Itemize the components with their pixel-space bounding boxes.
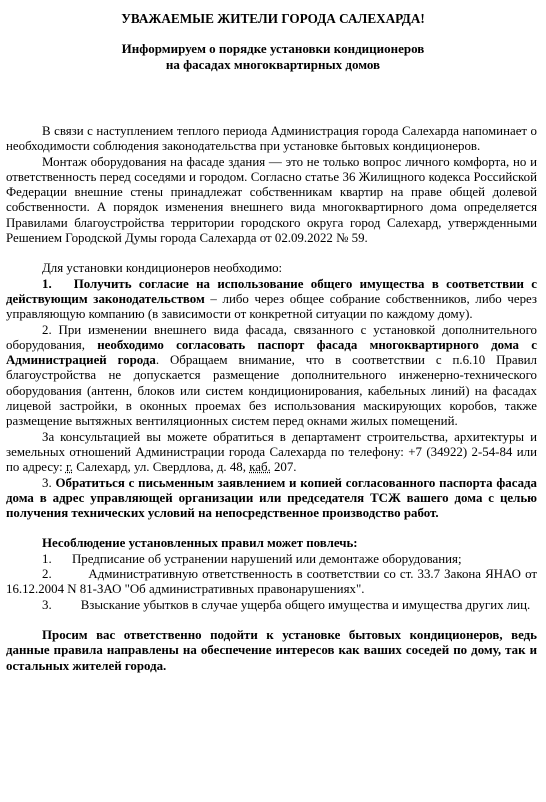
requirements-lead: Для установки кондиционеров необходимо:: [42, 261, 283, 276]
consultation-end: 207.: [270, 460, 297, 475]
consequence-number: 3.: [42, 597, 52, 612]
notice-title: УВАЖАЕМЫЕ ЖИТЕЛИ ГОРОДА САЛЕХАРДА!: [121, 11, 425, 26]
subtitle-line-1: Информируем о порядке установки кондиционеров: [121, 41, 425, 56]
consultation-cab-abbr: каб.: [249, 460, 271, 475]
requirement-3-bold: Обратиться с письменным заявлением и копией согласованного паспорта фасада дома в адрес управляющей организации или председателя ТСЖ вашего дома с целью получения технических условий на непосредственное производство работ.: [6, 475, 537, 521]
notice-body: [6, 124, 537, 674]
closing-paragraph: Просим вас ответственно подойти к установке бытовых кондиционеров, ведь данные правила направлены на обеспечение интересов как ваших соседей по дому, так и остальных жителей города.: [6, 627, 537, 673]
consultation-address: Салехард, ул. Свердлова, д. 48,: [73, 460, 250, 475]
subtitle-line-2: на фасадах многоквартирных домов: [165, 57, 381, 72]
consultation-city-abbr: г.: [65, 460, 74, 475]
requirement-2-rest: . Обращаем внимание, что в соответствии с п.6.10 Правил благоустройства не допускается размещение дополнительного инженерно-технического оборудования (антенн, блоков или систем кондиционирования, кабельных линий) на фасадах лицевой застройки, в оконных проемах без использования маскирующих коробов, также размещение вытяжных вентиляционных систем перед окнами жилых помещений.: [6, 353, 537, 429]
requirement-3-number: 3.: [42, 475, 52, 490]
consequence-text: Административную ответственность в соответствии со ст. 33.7 Закона ЯНАО от 16.12.2004 N 81-ЗАО "Об административных правонарушениях".: [6, 567, 537, 597]
consequence-item: [6, 552, 537, 567]
requirement-1-bold: Получить согласие на использование общего имущества в соответствии с действующим законодательством: [6, 276, 537, 306]
consequences-lead: [6, 536, 537, 551]
consequence-number: 2.: [42, 567, 52, 582]
requirement-1-rest: – либо через общее собрание собственников, либо через управляющую компанию (в зависимости от конкретной ситуации по каждому дому).: [6, 291, 538, 322]
intro-paragraph-1: В связи с наступлением теплого периода Администрация города Салехарда напоминает о необходимости соблюдения законодательства при установке бытовых кондиционеров.: [6, 124, 537, 154]
consultation-start: За консультацией вы можете обратиться в департамент строительства, архитектуры и земельных отношений Администрации города Салехарда по телефону: +7 (34922) 2-54-84 или по адресу:: [6, 429, 537, 475]
requirement-item-3: [6, 476, 537, 522]
requirement-item-1: [6, 277, 537, 323]
consequence-item: [6, 598, 537, 613]
requirement-2-bold: необходимо согласовать паспорт фасада многоквартирного дома с Администрацией города: [6, 337, 537, 368]
consequence-number: 1.: [42, 551, 52, 566]
consultation-paragraph: [6, 430, 537, 476]
consequences-lead-text: Несоблюдение установленных правил может повлечь:: [42, 536, 358, 551]
requirement-1-number: 1.: [42, 276, 52, 291]
consequence-text: Взыскание убытков в случае ущерба общего имущества и имущества других лиц.: [80, 597, 531, 612]
consequence-text: Предписание об устранении нарушений или демонтаже оборудования;: [72, 551, 462, 566]
consequence-item: [6, 567, 537, 598]
notice-subtitle: [0, 41, 546, 73]
requirement-2-start: 2. При изменении внешнего вида фасада, связанного с установкой дополнительного оборудования,: [6, 322, 537, 352]
intro-paragraph-2: Монтаж оборудования на фасаде здания — это не только вопрос личного комфорта, но и ответственность перед соседями и городом. Согласно статье 36 Жилищного кодекса Российской Федерации внешние стены принадлежат собственникам квартир на праве общей долевой собственности. А порядок изменения внешнего вида многоквартирного дома определяется Правилами благоустройства территории городского округа город Салехард, утвержденными Решением Городской Думы города Салехарда от 02.09.2022 № 59.: [6, 154, 537, 246]
requirement-item-2: [6, 323, 537, 430]
